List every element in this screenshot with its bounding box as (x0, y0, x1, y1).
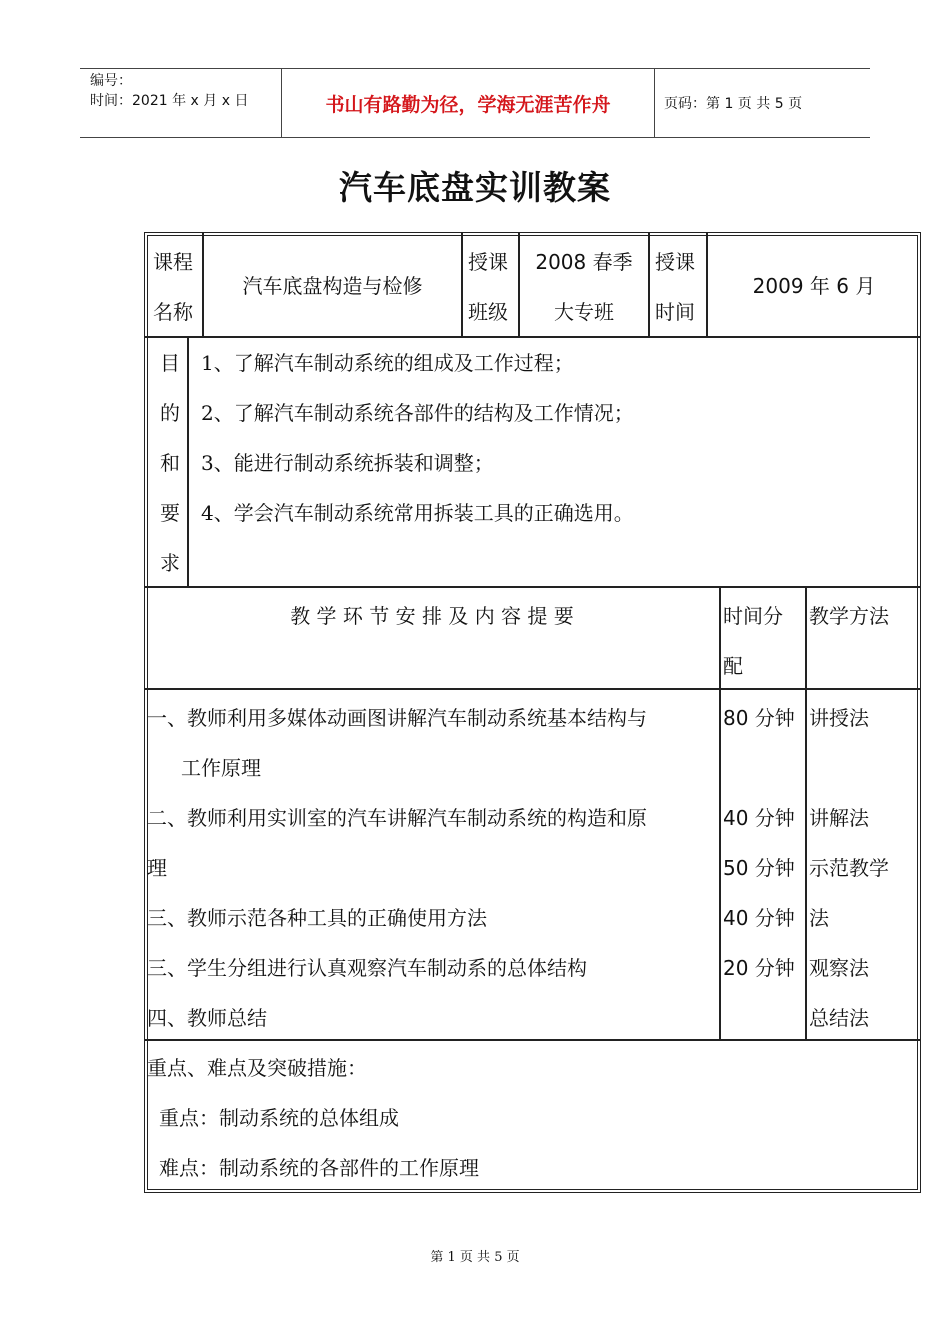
course-name-value: 汽车底盘构造与检修 (242, 274, 423, 298)
keypoint-difficult: 难点：制动系统的各部件的工作原理 (159, 1156, 479, 1180)
keypoints-heading: 重点、难点及突破措施： (147, 1056, 367, 1080)
method-item: 讲授法 (809, 706, 869, 730)
method-list (809, 693, 919, 1043)
method-item: 示范教学 (809, 856, 889, 880)
keypoints-section (147, 1043, 917, 1193)
page-footer: 第 1 页 共 5 页 (430, 1250, 520, 1265)
content-line: 三、教师示范各种工具的正确使用方法 (147, 906, 487, 930)
content-line: 二、教师利用实训室的汽车讲解汽车制动系统的构造和原 (147, 806, 647, 830)
method-item (809, 743, 919, 793)
method-item: 讲解法 (809, 806, 869, 830)
class-label: 授课 班级 (468, 250, 508, 324)
header-page-code: 页码：第 1 页 共 5 页 (664, 96, 803, 112)
time-value: 2009 年 6 月 (752, 274, 876, 298)
time-allocation-heading: 时间分 配 (723, 604, 783, 678)
goals-label: 目 的 和 要 求 (160, 351, 180, 575)
keypoint-key: 重点：制动系统的总体组成 (159, 1106, 399, 1130)
content-line: 四、教师总结 (147, 1006, 267, 1030)
goal-item: 3、能进行制动系统拆装和调整； (201, 451, 494, 475)
time-item: 50 分钟 (723, 856, 795, 880)
time-item: 80 分钟 (723, 706, 795, 730)
method-item: 观察法 (809, 956, 869, 980)
time-item: 40 分钟 (723, 806, 795, 830)
time-item: 20 分钟 (723, 956, 795, 980)
header-motto: 书山有路勤为径，学海无涯苦作舟 (282, 69, 655, 137)
number-label: 编号： (90, 73, 132, 89)
class-value: 2008 春季 大专班 (535, 250, 633, 324)
content-line: 一、教师利用多媒体动画图讲解汽车制动系统基本结构与 (147, 706, 647, 730)
content-line: 三、学生分组进行认真观察汽车制动系的总体结构 (147, 956, 587, 980)
method-item: 总结法 (809, 1006, 869, 1030)
goals-list (201, 338, 901, 538)
goal-item: 2、了解汽车制动系统各部件的结构及工作情况； (201, 401, 634, 425)
course-name-label: 课程 名称 (153, 250, 193, 324)
lesson-plan-table (144, 232, 921, 1193)
goal-item: 1、了解汽车制动系统的组成及工作过程； (201, 351, 574, 375)
method-item: 法 (809, 906, 829, 930)
document-header (80, 68, 870, 138)
arrangement-heading: 教 学 环 节 安 排 及 内 容 提 要 (290, 604, 574, 628)
time-label: 时间：2021 年 x 月 x 日 (90, 93, 249, 109)
goal-item: 4、学会汽车制动系统常用拆装工具的正确选用。 (201, 501, 634, 525)
content-list (147, 693, 717, 1043)
content-line: 理 (147, 856, 167, 880)
content-line: 工作原理 (161, 756, 261, 780)
header-meta (80, 69, 282, 137)
time-item: 40 分钟 (723, 906, 795, 930)
page-title: 汽车底盘实训教案 (339, 168, 611, 207)
time-label: 授课 时间 (655, 250, 695, 324)
time-item (723, 743, 805, 793)
time-allocation-list (723, 693, 805, 993)
teaching-method-heading: 教学方法 (809, 604, 889, 628)
